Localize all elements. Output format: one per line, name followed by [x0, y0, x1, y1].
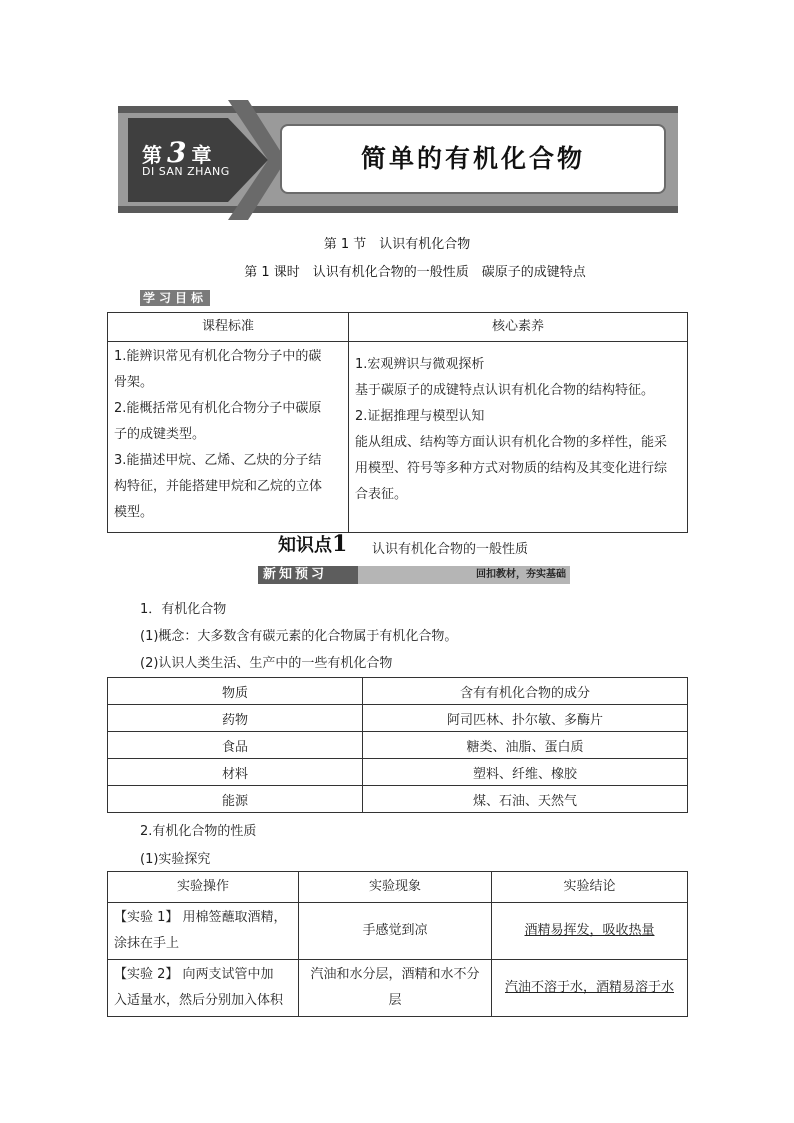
knowledge-point-subtitle: 认识有机化合物的一般性质: [372, 542, 529, 557]
experiment-header-phenomenon: 实验现象: [299, 872, 492, 903]
chapter-prefix: 第: [142, 143, 164, 167]
literacy-line: 用模型、符号等多种方式对物质的结构及其变化进行综: [355, 461, 668, 476]
organics-substance-cell: 能源: [108, 786, 363, 813]
experiment-operation-cell: [108, 903, 299, 960]
experiment-table: [107, 871, 688, 1017]
operation-line: 入适量水，然后分别加入体积: [114, 993, 284, 1008]
phenomenon-line: 手感觉到凉: [362, 923, 428, 938]
phenomenon-line: 层: [388, 993, 402, 1008]
conclusion-text: 酒精易挥发，吸收热量: [524, 923, 655, 938]
operation-line: 【实验 1】 用棉签蘸取酒精，: [114, 910, 287, 925]
literacy-line: 基于碳原子的成键特点认识有机化合物的结构特征。: [355, 383, 655, 398]
standard-line: 1.能辨识常见有机化合物分子中的碳: [114, 349, 322, 364]
literacy-line: 1.宏观辨识与微观探析: [355, 357, 485, 372]
experiment-header-row: [108, 872, 688, 903]
knowledge-point-label: 知识点: [278, 535, 332, 556]
organics-row: [108, 759, 688, 786]
operation-line: 涂抹在手上: [114, 936, 180, 951]
chapter-number: 3: [167, 136, 189, 169]
organics-row: [108, 786, 688, 813]
experiment-header-conclusion: 实验结论: [492, 872, 688, 903]
objectives-body-row: [108, 342, 688, 533]
objectives-header-row: [108, 313, 688, 342]
standard-line: 3.能描述甲烷、乙烯、乙炔的分子结: [114, 453, 322, 468]
objectives-header-literacy: 核心素养: [349, 313, 688, 342]
knowledge-point-number: 1: [332, 531, 348, 557]
objectives-literacy-cell: [349, 342, 688, 533]
literacy-line: 能从组成、结构等方面认识有机化合物的多样性，能采: [355, 435, 668, 450]
experiment-row: [108, 903, 688, 960]
lesson-title: 第 1 课时 认识有机化合物的一般性质 碳原子的成键特点: [244, 265, 586, 280]
organics-header-row: [108, 678, 688, 705]
item1-list-intro: (2)认识人类生活、生产中的一些有机化合物: [140, 656, 393, 671]
chapter-title: 简单的有机化合物: [360, 144, 585, 173]
phenomenon-line: 汽油和水分层，酒精和水不分: [310, 967, 480, 982]
organics-table: [107, 677, 688, 813]
experiment-header-operation: 实验操作: [108, 872, 299, 903]
objectives-table: [107, 312, 688, 533]
organics-components-cell: 煤、石油、天然气: [363, 786, 688, 813]
operation-line: 【实验 2】 向两支试管中加: [114, 967, 274, 982]
organics-components-cell: 糖类、油脂、蛋白质: [363, 732, 688, 759]
standard-line: 构特征，并能搭建甲烷和乙烷的立体: [114, 479, 323, 494]
experiment-phenomenon-cell: [299, 903, 492, 960]
knowledge-point-title: [278, 531, 347, 557]
objectives-header-standard: 课程标准: [108, 313, 349, 342]
organics-components-cell: 塑料、纤维、橡胶: [363, 759, 688, 786]
organics-substance-cell: 食品: [108, 732, 363, 759]
item1-heading: 1．有机化合物: [140, 602, 227, 617]
literacy-line: 合表征。: [355, 487, 408, 502]
organics-row: [108, 732, 688, 759]
preview-note: 回扣教材，夯实基础: [476, 569, 566, 580]
experiment-phenomenon-cell: [299, 960, 492, 1017]
organics-header-components: 含有有机化合物的成分: [363, 678, 688, 705]
item1-concept: (1)概念：大多数含有碳元素的化合物属于有机化合物。: [140, 629, 458, 644]
organics-row: [108, 705, 688, 732]
objectives-standard-cell: [108, 342, 349, 533]
item2-heading: 2.有机化合物的性质: [140, 824, 257, 839]
chapter-suffix: 章: [191, 143, 214, 167]
standard-line: 模型。: [114, 505, 154, 520]
standard-line: 2.能概括常见有机化合物分子中碳原: [114, 401, 322, 416]
organics-substance-cell: 材料: [108, 759, 363, 786]
objectives-badge-label: 学习目标: [140, 290, 210, 306]
experiment-row: [108, 960, 688, 1017]
preview-label: 新知预习: [263, 567, 328, 582]
standard-line: 子的成键类型。: [114, 427, 206, 442]
experiment-conclusion-cell: [492, 903, 688, 960]
section-title: 第 1 节 认识有机化合物: [323, 237, 471, 252]
organics-components-cell: 阿司匹林、扑尔敏、多酶片: [363, 705, 688, 732]
organics-header-substance: 物质: [108, 678, 363, 705]
standard-line: 骨架。: [114, 375, 154, 390]
literacy-line: 2.证据推理与模型认知: [355, 409, 485, 424]
objectives-badge: [140, 287, 210, 306]
chapter-pinyin: DI SAN ZHANG: [142, 165, 230, 178]
item2-sub: (1)实验探究: [140, 852, 211, 867]
experiment-conclusion-cell: [492, 960, 688, 1017]
experiment-operation-cell: [108, 960, 299, 1017]
organics-substance-cell: 药物: [108, 705, 363, 732]
conclusion-text: 汽油不溶于水，酒精易溶于水: [504, 980, 674, 995]
